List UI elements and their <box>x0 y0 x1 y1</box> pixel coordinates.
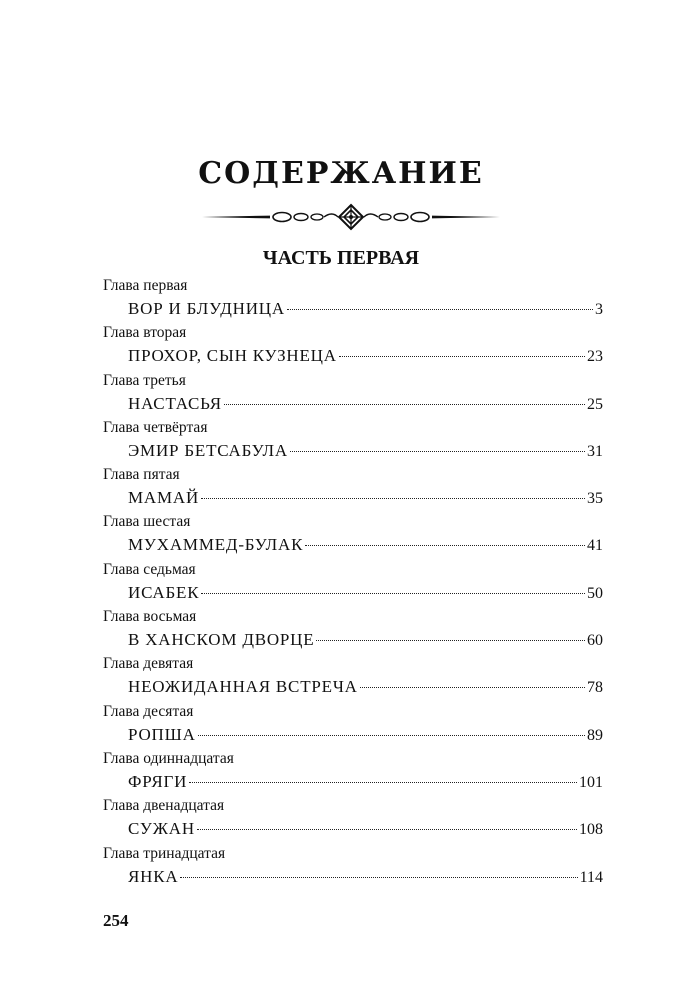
dot-leader <box>290 451 585 452</box>
dot-leader <box>189 782 577 783</box>
chapter-title: ИСАБЕК <box>128 582 200 602</box>
chapter-page-number: 3 <box>595 301 603 318</box>
dot-leader <box>180 877 577 878</box>
chapter-label: Глава шестая <box>103 513 191 531</box>
chapter-title: ФРЯГИ <box>128 771 188 791</box>
dot-leader <box>201 593 585 594</box>
toc-line <box>103 674 603 700</box>
chapter-page-number: 41 <box>587 537 603 555</box>
toc-entry <box>103 654 603 701</box>
chapter-title: ЭМИР БЕТСАБУЛА <box>128 440 288 460</box>
toc-entry <box>103 796 603 843</box>
chapter-label: Глава восьмая <box>103 608 197 626</box>
dot-leader <box>201 498 585 499</box>
toc-line <box>103 343 603 369</box>
dot-leader <box>360 687 585 688</box>
chapter-label: Глава тринадцатая <box>103 844 226 862</box>
chapter-label: Глава четвёртая <box>103 418 208 436</box>
toc-entry <box>103 465 603 512</box>
dot-leader <box>197 829 577 830</box>
toc-entry <box>103 702 603 749</box>
table-of-contents <box>103 276 603 891</box>
toc-entry <box>103 276 603 323</box>
dot-leader <box>339 356 585 357</box>
chapter-page-number: 101 <box>579 773 603 791</box>
chapter-label: Глава двенадцатая <box>103 797 225 815</box>
toc-line <box>103 532 603 558</box>
chapter-label: Глава третья <box>103 371 186 389</box>
chapter-title: МАМАЙ <box>128 488 200 508</box>
page-number: 254 <box>103 911 129 930</box>
chapter-title: РОПША <box>128 724 196 744</box>
chapter-page-number: 35 <box>587 490 603 508</box>
chapter-title: ПРОХОР, СЫН КУЗНЕЦА <box>128 346 337 366</box>
chapter-page-number: 31 <box>587 442 603 460</box>
dot-leader <box>224 404 585 405</box>
dot-leader <box>316 640 585 641</box>
chapter-page-number: 89 <box>587 726 603 744</box>
toc-line <box>103 769 603 795</box>
toc-line <box>103 391 603 417</box>
toc-line <box>103 627 603 653</box>
chapter-title: ЯНКА <box>128 866 179 886</box>
toc-entry <box>103 607 603 654</box>
chapter-page-number: 25 <box>587 395 603 413</box>
dot-leader <box>287 309 593 310</box>
toc-line <box>103 438 603 464</box>
chapter-page-number: 114 <box>579 868 603 886</box>
decorative-divider <box>200 203 502 231</box>
chapter-label: Глава одиннадцатая <box>103 749 234 767</box>
toc-entry <box>103 512 603 559</box>
chapter-label: Глава девятая <box>103 655 194 673</box>
chapter-page-number: 60 <box>587 632 603 650</box>
chapter-title: ВОР И БЛУДНИЦА <box>128 299 285 318</box>
chapter-title: В ХАНСКОМ ДВОРЦЕ <box>128 630 315 650</box>
chapter-page-number: 50 <box>587 584 603 602</box>
dot-leader <box>198 735 585 736</box>
dot-leader <box>305 545 585 546</box>
toc-line <box>103 864 603 890</box>
toc-entry <box>103 371 603 418</box>
toc-line <box>103 485 603 511</box>
chapter-title: НАСТАСЬЯ <box>128 393 222 413</box>
toc-line <box>103 580 603 606</box>
chapter-label: Глава седьмая <box>103 560 196 578</box>
chapter-page-number: 78 <box>587 679 603 697</box>
part-title: ЧАСТЬ ПЕРВАЯ <box>262 247 420 269</box>
chapter-label: Глава пятая <box>103 466 180 484</box>
toc-entry <box>103 418 603 465</box>
chapter-title: СУЖАН <box>128 819 195 839</box>
chapter-page-number: 23 <box>587 348 603 366</box>
toc-line <box>103 296 603 322</box>
toc-line <box>103 722 603 748</box>
chapter-title: НЕОЖИДАННАЯ ВСТРЕЧА <box>128 677 358 697</box>
toc-entry <box>103 749 603 796</box>
toc-entry <box>103 560 603 607</box>
page-title: СОДЕРЖАНИЕ <box>198 156 484 191</box>
chapter-page-number: 108 <box>579 821 603 839</box>
chapter-label: Глава первая <box>103 277 188 294</box>
chapter-label: Глава десятая <box>103 702 194 720</box>
toc-entry <box>103 323 603 370</box>
chapter-label: Глава вторая <box>103 324 187 342</box>
toc-entry <box>103 844 603 891</box>
toc-line <box>103 816 603 842</box>
chapter-title: МУХАММЕД-БУЛАК <box>128 535 304 555</box>
